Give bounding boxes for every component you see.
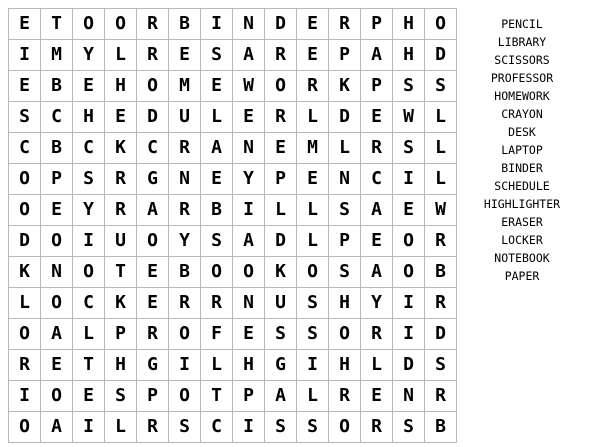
grid-cell[interactable]: Y [73,195,105,226]
grid-cell[interactable]: E [297,40,329,71]
grid-cell[interactable]: H [105,71,137,102]
grid-cell[interactable]: E [73,71,105,102]
grid-cell[interactable]: U [265,288,297,319]
grid-cell[interactable]: H [393,9,425,40]
grid-cell[interactable]: H [233,350,265,381]
grid-cell[interactable]: L [297,195,329,226]
grid-cell[interactable]: O [297,257,329,288]
word-list-item: LAPTOP [501,143,543,157]
grid-cell[interactable]: S [105,381,137,412]
grid-cell[interactable]: A [233,226,265,257]
grid-cell[interactable]: I [393,319,425,350]
grid-cell[interactable]: O [9,164,41,195]
grid-cell[interactable]: K [105,133,137,164]
grid-cell[interactable]: I [9,40,41,71]
grid-cell[interactable]: S [425,71,457,102]
grid-cell[interactable]: R [169,195,201,226]
grid-cell[interactable]: M [41,40,73,71]
grid-cell[interactable]: H [329,350,361,381]
grid-cell[interactable]: O [425,9,457,40]
grid-cell[interactable]: C [41,102,73,133]
grid-cell[interactable]: E [169,40,201,71]
grid-cell[interactable]: K [9,257,41,288]
grid-cell[interactable]: I [201,9,233,40]
grid-cell[interactable]: K [329,71,361,102]
grid-cell[interactable]: G [137,164,169,195]
grid-cell[interactable]: A [233,40,265,71]
grid-cell[interactable]: E [201,164,233,195]
grid-cell[interactable]: I [9,381,41,412]
grid-cell[interactable]: M [169,71,201,102]
grid-cell[interactable]: L [201,102,233,133]
grid-cell[interactable]: N [233,133,265,164]
grid-cell[interactable]: S [329,257,361,288]
word-list-item: PAPER [504,269,540,283]
grid-cell[interactable]: O [9,412,41,443]
grid-cell[interactable]: E [105,102,137,133]
grid-cell[interactable]: S [201,40,233,71]
grid-cell[interactable]: R [169,288,201,319]
grid-cell[interactable]: A [41,412,73,443]
grid-cell[interactable]: E [41,350,73,381]
grid-cell[interactable]: R [137,40,169,71]
grid-cell[interactable]: Y [233,164,265,195]
word-list-item: BINDER [501,161,543,175]
grid-cell[interactable]: D [9,226,41,257]
grid-cell[interactable]: E [297,164,329,195]
grid-cell[interactable]: A [137,195,169,226]
grid-cell[interactable]: O [169,381,201,412]
grid-cell[interactable]: O [9,195,41,226]
grid-cell[interactable]: T [41,9,73,40]
grid-cell[interactable]: E [297,9,329,40]
grid-cell[interactable]: N [233,9,265,40]
grid-cell[interactable]: O [73,257,105,288]
grid-cell[interactable]: G [265,350,297,381]
grid-cell[interactable]: P [137,381,169,412]
grid-cell[interactable]: P [105,319,137,350]
grid-cell[interactable]: R [265,40,297,71]
grid-cell[interactable]: S [201,226,233,257]
grid-cell[interactable]: P [361,9,393,40]
grid-cell[interactable]: C [73,133,105,164]
word-list [474,15,570,285]
grid-cell[interactable]: P [265,164,297,195]
grid-cell[interactable]: B [425,257,457,288]
grid-cell[interactable]: R [361,133,393,164]
grid-cell[interactable]: R [297,71,329,102]
grid-cell[interactable]: H [73,102,105,133]
grid-cell[interactable]: C [73,288,105,319]
grid-cell[interactable]: P [329,40,361,71]
grid-cell[interactable]: T [73,350,105,381]
grid-cell[interactable]: N [393,381,425,412]
grid-cell[interactable]: B [169,257,201,288]
word-list-item: DESK [508,125,536,139]
grid-cell[interactable]: O [9,319,41,350]
grid-cell[interactable]: N [41,257,73,288]
grid-cell[interactable]: D [265,226,297,257]
grid-cell[interactable]: B [169,9,201,40]
grid-cell[interactable]: R [329,381,361,412]
grid-cell[interactable]: L [265,195,297,226]
word-list-item: CRAYON [501,107,543,121]
grid-cell[interactable]: P [329,226,361,257]
grid-cell[interactable]: B [41,133,73,164]
word-list-item: PROFESSOR [490,71,554,85]
grid-cell[interactable]: L [297,381,329,412]
grid-cell[interactable]: R [361,412,393,443]
grid-cell[interactable]: R [105,164,137,195]
grid-cell[interactable]: R [425,226,457,257]
grid-cell[interactable]: S [169,412,201,443]
grid-cell[interactable]: I [233,412,265,443]
word-list-item: HIGHLIGHTER [483,197,561,211]
grid-cell[interactable]: S [297,288,329,319]
grid-cell[interactable]: I [393,164,425,195]
grid-cell[interactable]: L [425,164,457,195]
word-list-item: PENCIL [501,17,543,31]
grid-cell[interactable]: E [201,71,233,102]
word-list-item: NOTEBOOK [494,251,550,265]
grid-cell[interactable]: R [137,9,169,40]
grid-cell[interactable]: L [73,319,105,350]
grid-cell[interactable]: A [361,40,393,71]
grid-cell[interactable]: D [265,9,297,40]
grid-cell[interactable]: P [41,164,73,195]
grid-cell[interactable]: E [9,71,41,102]
grid-cell[interactable]: O [329,319,361,350]
grid-cell[interactable]: L [201,350,233,381]
grid-cell[interactable]: A [201,133,233,164]
grid-cell[interactable]: E [393,195,425,226]
grid-cell[interactable]: W [233,71,265,102]
grid-cell[interactable]: U [169,102,201,133]
grid-cell[interactable]: B [425,412,457,443]
grid-cell[interactable]: S [297,319,329,350]
grid-cell[interactable]: S [265,319,297,350]
grid-cell[interactable]: L [297,226,329,257]
grid-cell[interactable]: O [73,9,105,40]
grid-cell[interactable]: I [393,288,425,319]
grid-cell[interactable]: E [137,288,169,319]
grid-cell[interactable]: I [297,350,329,381]
grid-cell[interactable]: I [169,350,201,381]
grid-cell[interactable]: F [201,319,233,350]
grid-cell[interactable]: T [105,257,137,288]
grid-cell[interactable]: O [329,412,361,443]
grid-cell[interactable]: R [361,319,393,350]
grid-cell[interactable]: N [169,164,201,195]
grid-cell[interactable]: A [361,257,393,288]
grid-cell[interactable]: E [233,102,265,133]
grid-cell[interactable]: O [265,71,297,102]
grid-cell[interactable]: D [393,350,425,381]
grid-cell[interactable]: L [105,40,137,71]
grid-cell[interactable]: Y [73,40,105,71]
word-list-item: ERASER [501,215,543,229]
letter-grid [8,8,457,443]
grid-cell[interactable]: S [425,350,457,381]
grid-cell[interactable]: L [9,288,41,319]
word-list-item: SCHEDULE [494,179,550,193]
grid-cell[interactable]: H [329,288,361,319]
grid-cell[interactable]: S [393,71,425,102]
grid-cell[interactable]: E [233,319,265,350]
grid-cell[interactable]: O [169,319,201,350]
grid-cell[interactable]: D [425,319,457,350]
grid-cell[interactable]: C [201,412,233,443]
word-list-item: LOCKER [501,233,543,247]
grid-cell[interactable]: S [265,412,297,443]
grid-cell[interactable]: C [9,133,41,164]
grid-cell[interactable]: A [361,195,393,226]
grid-cell[interactable]: G [137,350,169,381]
grid-cell[interactable]: R [137,412,169,443]
grid-cell[interactable]: L [425,102,457,133]
grid-cell[interactable]: E [41,195,73,226]
grid-cell[interactable]: E [361,381,393,412]
grid-cell[interactable]: N [329,164,361,195]
grid-cell[interactable]: I [233,195,265,226]
grid-cell[interactable]: L [361,350,393,381]
grid-cell[interactable]: T [201,381,233,412]
grid-cell[interactable]: A [265,381,297,412]
grid-cell[interactable]: D [329,102,361,133]
grid-cell[interactable]: B [41,71,73,102]
grid-cell[interactable]: D [137,102,169,133]
grid-cell[interactable]: R [169,133,201,164]
grid-cell[interactable]: E [265,133,297,164]
grid-cell[interactable]: S [9,102,41,133]
grid-cell[interactable]: E [137,257,169,288]
grid-cell[interactable]: R [105,195,137,226]
grid-cell[interactable]: I [73,226,105,257]
grid-cell[interactable]: E [73,381,105,412]
grid-cell[interactable]: B [201,195,233,226]
grid-cell[interactable]: L [329,133,361,164]
grid-cell[interactable]: L [425,133,457,164]
grid-cell[interactable]: A [41,319,73,350]
grid-cell[interactable]: U [105,226,137,257]
grid-cell[interactable]: C [137,133,169,164]
grid-cell[interactable]: R [329,9,361,40]
grid-cell[interactable]: O [201,257,233,288]
grid-cell[interactable]: W [393,102,425,133]
grid-cell[interactable]: R [137,319,169,350]
grid-cell[interactable]: H [105,350,137,381]
grid-cell[interactable]: R [9,350,41,381]
grid-cell[interactable]: E [361,102,393,133]
grid-cell[interactable]: O [105,9,137,40]
grid-cell[interactable]: M [297,133,329,164]
grid-cell[interactable]: D [425,40,457,71]
grid-cell[interactable]: Y [169,226,201,257]
grid-cell[interactable]: O [41,381,73,412]
grid-cell[interactable]: N [233,288,265,319]
grid-cell[interactable]: O [393,226,425,257]
grid-cell[interactable]: R [265,102,297,133]
grid-cell[interactable]: O [41,226,73,257]
grid-cell[interactable]: O [393,257,425,288]
grid-cell[interactable]: L [105,412,137,443]
grid-cell[interactable]: S [393,133,425,164]
grid-cell[interactable]: E [9,9,41,40]
word-list-item: HOMEWORK [494,89,550,103]
grid-cell[interactable]: Y [361,288,393,319]
grid-cell[interactable]: P [361,71,393,102]
grid-cell[interactable]: O [137,226,169,257]
grid-cell[interactable]: I [73,412,105,443]
grid-cell[interactable]: R [201,288,233,319]
grid-cell[interactable]: H [393,40,425,71]
word-list-item: LIBRARY [497,35,547,49]
grid-cell[interactable]: S [297,412,329,443]
grid-cell[interactable]: C [361,164,393,195]
grid-cell[interactable]: K [105,288,137,319]
grid-cell[interactable]: W [425,195,457,226]
grid-cell[interactable]: O [41,288,73,319]
grid-cell[interactable]: S [73,164,105,195]
grid-cell[interactable]: R [425,381,457,412]
grid-cell[interactable]: P [233,381,265,412]
word-list-item: SCISSORS [494,53,550,67]
grid-cell[interactable]: O [233,257,265,288]
grid-cell[interactable]: O [137,71,169,102]
grid-cell[interactable]: R [425,288,457,319]
grid-cell[interactable]: S [393,412,425,443]
grid-cell[interactable]: E [361,226,393,257]
grid-cell[interactable]: L [297,102,329,133]
grid-cell[interactable]: S [329,195,361,226]
grid-cell[interactable]: K [265,257,297,288]
